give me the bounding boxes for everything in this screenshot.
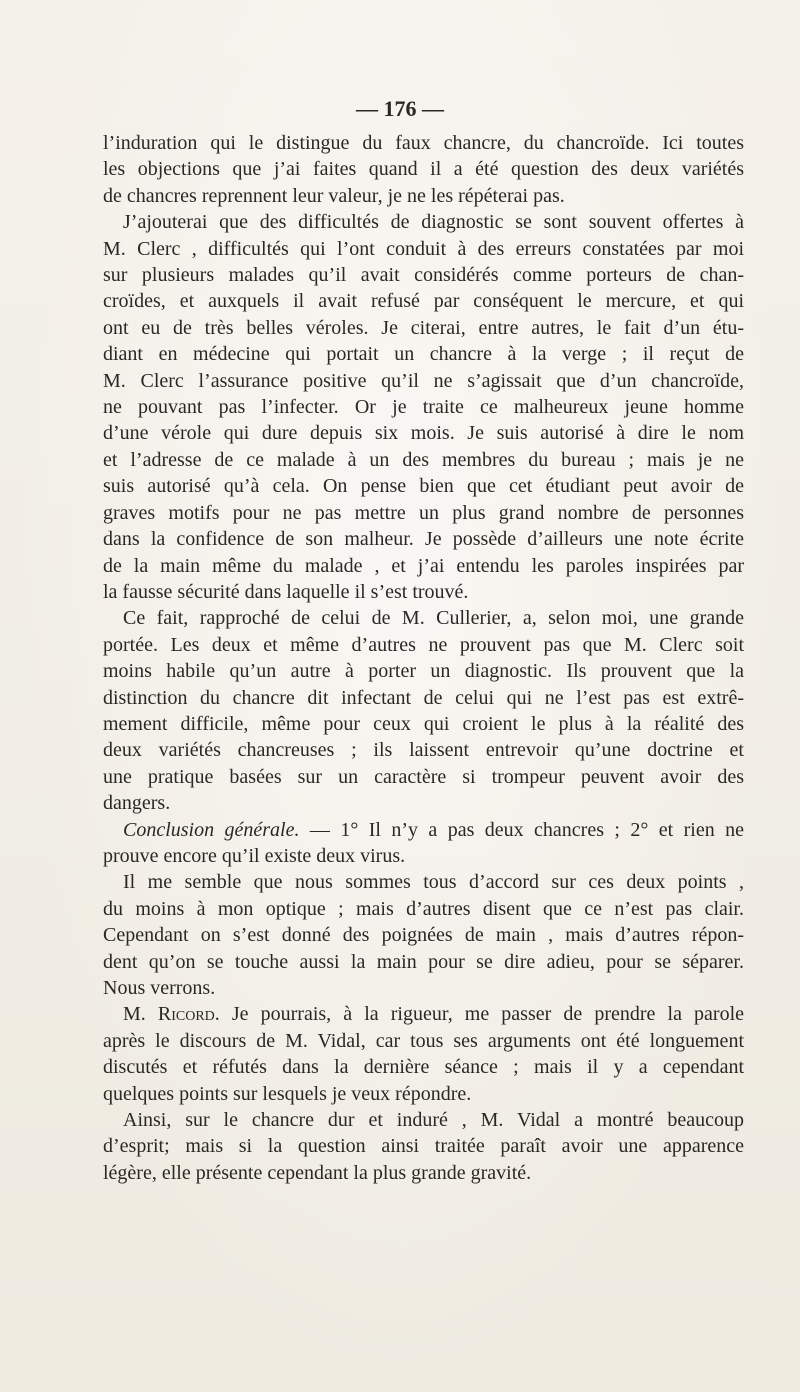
text-line: d’une vérole qui dure depuis six mois. Je suis autorisé à dire le nom xyxy=(103,422,744,445)
text-line: ne pouvant pas l’infecter. Or je traite ce malheureux jeune homme xyxy=(103,396,744,419)
text-line xyxy=(103,817,744,843)
paragraph-2 xyxy=(103,209,744,605)
text-line: M. Clerc , difficultés qui l’ont conduit à des erreurs constatées par moi xyxy=(103,237,744,260)
text-line: et l’adresse de ce malade à un des membres du bureau ; mais je ne xyxy=(103,448,744,471)
text-line: Nous verrons. xyxy=(103,977,216,999)
text-line: quelques points sur lesquels je veux répondre. xyxy=(103,1082,472,1105)
text-line: deux variétés chancreuses ; ils laissent entrevoir qu’une doctrine et xyxy=(103,739,744,762)
text-line: légère, elle présente cependant la plus grande gravité. xyxy=(103,1161,532,1184)
text-fragment: — 1° Il n’y a pas deux chancres ; 2° et rien ne xyxy=(299,818,744,841)
text-line: distinction du chancre dit infectant de celui qui ne l’est pas est extrê- xyxy=(103,686,744,709)
text-line: sur plusieurs malades qu’il avait considérés comme porteurs de chan- xyxy=(103,264,744,287)
text-line: de la main même du malade , et j’ai entendu les paroles inspirées par xyxy=(103,554,744,577)
paragraph-conclusion xyxy=(103,817,744,870)
text-line: l’induration qui le distingue du faux chancre, du chancroïde. Ici toutes xyxy=(103,132,744,154)
text-line: une pratique basées sur un caractère si trompeur peuvent avoir des xyxy=(103,765,744,788)
text-line: dangers. xyxy=(103,792,171,815)
text-line: Ce fait, rapproché de celui de M. Cullerier, a, selon moi, une grande xyxy=(123,607,744,630)
text-line: Ainsi, sur le chancre dur et induré , M. Vidal a montré beaucoup xyxy=(123,1109,744,1132)
text-line: Cependant on s’est donné des poignées de main , mais d’autres répon- xyxy=(103,924,744,947)
paragraph-1 xyxy=(103,130,744,209)
text-line: d’esprit; mais si la question ainsi traitée paraît avoir une apparence xyxy=(103,1135,744,1158)
paragraph-7 xyxy=(103,1107,744,1186)
text-line xyxy=(103,1001,744,1027)
page-number: — 176 — xyxy=(356,96,444,121)
paragraph-3 xyxy=(103,605,744,816)
text-line: de chancres reprennent leur valeur, je ne les répéterai pas. xyxy=(103,184,565,207)
text-line: portée. Les deux et même d’autres ne prouvent pas que M. Clerc soit xyxy=(103,633,744,656)
text-line: croïdes, et auxquels il avait refusé par conséquent le mercure, et qui xyxy=(103,290,744,313)
body-text xyxy=(103,130,744,1186)
text-fragment: Je pourrais, à la rigueur, me passer de prendre la parole xyxy=(219,1003,744,1026)
text-line: la fausse sécurité dans laquelle il s’est trouvé. xyxy=(103,580,469,603)
paragraph-5 xyxy=(103,869,744,1001)
text-line: les objections que j’ai faites quand il a été question des deux variétés xyxy=(103,158,744,181)
text-line: mement difficile, même pour ceux qui croient le plus à la réalité des xyxy=(103,712,744,735)
text-line: dans la confidence de son malheur. Je possède d’ailleurs une note écrite xyxy=(103,528,744,551)
text-line: M. Clerc l’assurance positive qu’il ne s’agissait que d’un chancroïde, xyxy=(103,369,744,392)
text-line: ont eu de très belles véroles. Je citerai, entre autres, le fait d’un étu- xyxy=(103,316,744,339)
text-line: suis autorisé qu’à cela. On pense bien que cet étudiant peut avoir de xyxy=(103,475,744,498)
text-line: après le discours de M. Vidal, car tous ses arguments ont été longuement xyxy=(103,1029,744,1052)
text-line: dent qu’on se touche aussi la main pour se dire adieu, pour se séparer. xyxy=(103,950,744,973)
paragraph-ricord xyxy=(103,1001,744,1107)
text-line: Il me semble que nous sommes tous d’accord sur ces deux points , xyxy=(123,871,744,894)
text-line: moins habile qu’un autre à porter un diagnostic. Ils prouvent que la xyxy=(103,660,744,683)
conclusion-heading: Conclusion générale. xyxy=(123,818,300,841)
text-line: du moins à mon optique ; mais d’autres disent que ce n’est pas clair. xyxy=(103,897,744,920)
text-line: discutés et réfutés dans la dernière séance ; mais il y a cependant xyxy=(103,1056,744,1079)
text-line: graves motifs pour ne pas mettre un plus grand nombre de personnes xyxy=(103,501,744,524)
speaker-name: M. Ricord. xyxy=(123,1003,220,1026)
text-line: diant en médecine qui portait un chancre à la verge ; il reçut de xyxy=(103,343,744,366)
text-line: prouve encore qu’il existe deux virus. xyxy=(103,844,406,867)
text-line: J’ajouterai que des difficultés de diagnostic se sont souvent offertes à xyxy=(123,211,744,234)
